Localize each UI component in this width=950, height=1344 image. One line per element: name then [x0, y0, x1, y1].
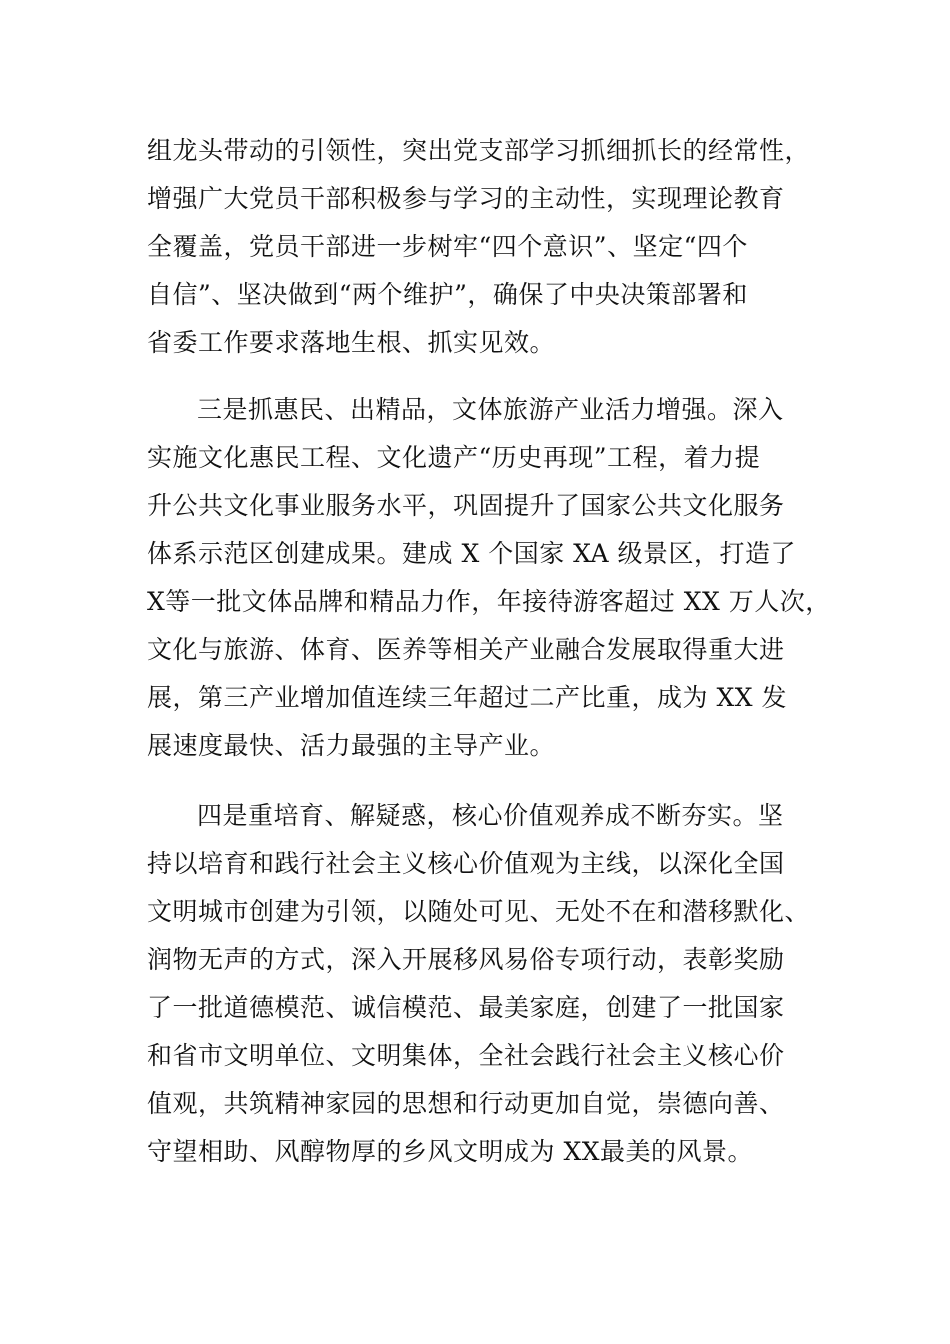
text-line: 持以培育和践行社会主义核心价值观为主线，以深化全国	[147, 849, 785, 878]
text-line: 值观，共筑精神家园的思想和行动更加自觉，崇德向善、	[147, 1089, 785, 1118]
text-line: 了一批道德模范、诚信模范、最美家庭，创建了一批国家	[147, 993, 785, 1022]
text-line: 组龙头带动的引领性，突出党支部学习抓细抓长的经常性，	[147, 136, 811, 165]
text-line: 和省市文明单位、文明集体，全社会践行社会主义核心价	[147, 1041, 785, 1070]
text-line: 体系示范区创建成果。建成 X 个国家 XA 级景区，打造了	[147, 539, 797, 568]
text-line: 文化与旅游、体育、医养等相关产业融合发展取得重大进	[147, 635, 785, 664]
text-line: 实施文化惠民工程、文化遗产“历史再现”工程，着力提	[147, 443, 761, 472]
text-line: 四是重培育、解疑惑，核心价值观养成不断夯实。坚	[197, 801, 784, 830]
text-line: 润物无声的方式，深入开展移风易俗专项行动，表彰奖励	[147, 945, 785, 974]
paragraph-core-values	[147, 792, 812, 1176]
text-line: 升公共文化事业服务水平，巩固提升了国家公共文化服务	[147, 491, 785, 520]
text-line: 三是抓惠民、出精品，文体旅游产业活力增强。深入	[197, 395, 784, 424]
text-line: 全覆盖，党员干部进一步树牢“四个意识”、坚定“四个	[147, 232, 748, 261]
text-line: X等一批文体品牌和精品力作，年接待游客超过 XX 万人次，	[147, 587, 831, 616]
text-line: 展速度最快、活力最强的主导产业。	[147, 731, 556, 760]
paragraph-party-study	[147, 127, 812, 367]
text-line: 展，第三产业增加值连续三年超过二产比重，成为 XX 发	[147, 683, 787, 712]
text-line: 增强广大党员干部积极参与学习的主动性，实现理论教育	[147, 184, 785, 213]
text-line: 省委工作要求落地生根、抓实见效。	[147, 328, 556, 357]
paragraph-culture-tourism	[147, 386, 831, 770]
text-line: 守望相助、风醇物厚的乡风文明成为 XX最美的风景。	[147, 1137, 754, 1166]
text-line: 文明城市创建为引领，以随处可见、无处不在和潜移默化、	[147, 897, 811, 926]
text-line: 自信”、坚决做到“两个维护”，确保了中央决策部署和	[147, 280, 748, 309]
